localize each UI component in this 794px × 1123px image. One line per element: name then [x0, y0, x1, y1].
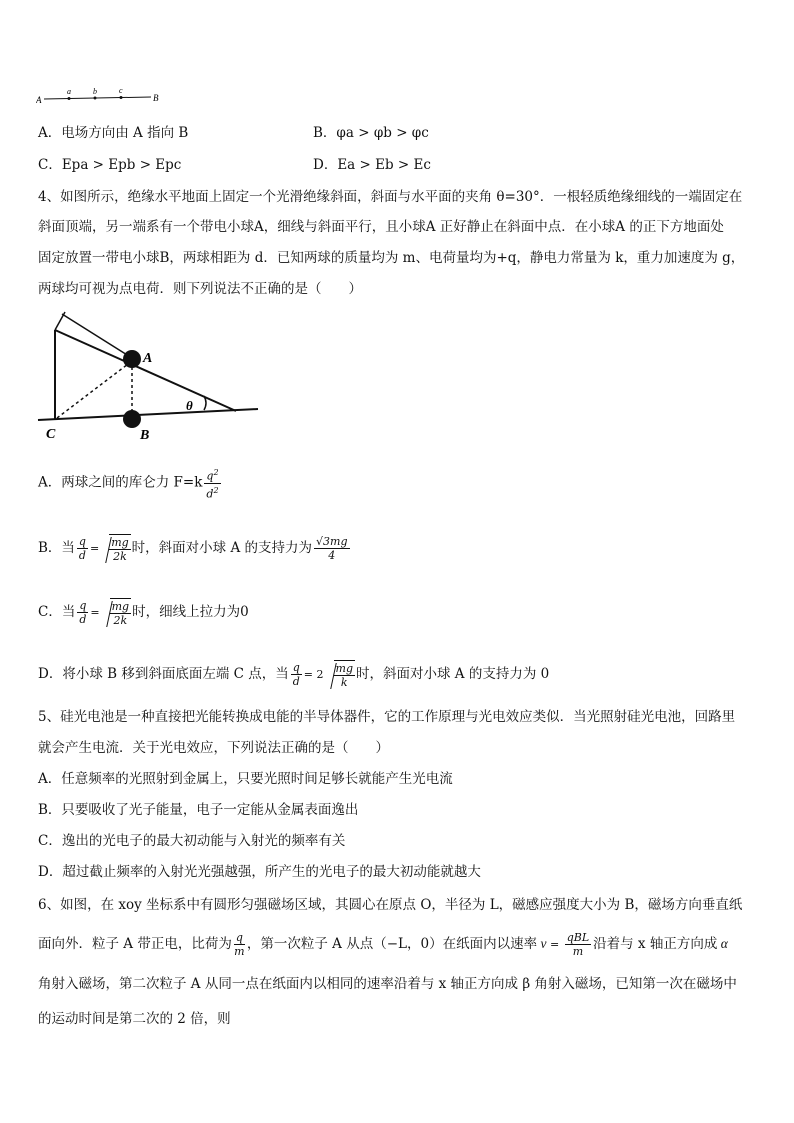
q5-stem-line2: 就会产生电流．关于光电效应，下列说法正确的是（ ） — [38, 740, 389, 756]
fraction-q-m: $\frac{q}{m}$ — [234, 931, 245, 958]
q5-option-a: A．任意频率的光照射到金属上，只要光照时间足够长就能产生光电流 — [38, 771, 453, 787]
q4-stem-line3: 固定放置一带电小球B，两球相距为 d．已知两球的质量均为 m、电荷量均为+q，静电力常量为 k，重力加速度为 g， — [38, 250, 745, 266]
q4-option-a-text: A．两球之间的库仑力 F=k — [38, 474, 203, 491]
fraction-q-d-d: $\frac{q}{d}$ — [292, 661, 300, 688]
fraction-sqrt3mg-4: $\frac{√3mg}{4}$ — [316, 535, 348, 562]
ball-b — [123, 410, 141, 428]
q4-stem-line2: 斜面顶端，另一端系有一个带电小球A，细线与斜面平行，且小球A 正好静止在斜面中点．在小球A 的正下方地面处 — [38, 219, 724, 235]
sqrt-mg-k: $\frac{mg}{k}$ — [325, 660, 355, 689]
incline-figure — [36, 306, 262, 446]
q4-option-c-prefix: C．当 — [38, 604, 76, 620]
q4-stem-line4: 两球均可视为点电荷．则下列说法不正确的是（ ） — [38, 281, 362, 297]
fraction-q-d-c: $\frac{q}{d}$ — [79, 599, 87, 626]
q6-stem-line1: 6、如图，在 xoy 坐标系中有圆形匀强磁场区域，其圆心在原点 O，半径为 L，磁感应强度大小为 B，磁场方向垂直纸 — [38, 897, 743, 913]
q3-option-b: B．φa > φb > φc — [313, 125, 429, 141]
fraction-q2-d2: $\frac{q^2}{d^2}$ — [206, 468, 219, 501]
q4-option-a — [38, 466, 223, 500]
sqrt-mg-2k-c: $\frac{mg}{2k}$ — [101, 598, 131, 627]
q4-option-d-prefix: D．将小球 B 移到斜面底面左端 C 点，当 — [38, 666, 289, 682]
q4-option-b-prefix: B．当 — [38, 540, 75, 556]
q6-stem-line2-a: 面向外．粒子 A 带正电，比荷为 — [38, 936, 232, 952]
q6-stem-line2-c: 沿着与 x 轴正方向成 — [593, 936, 718, 952]
label-B: B — [153, 93, 159, 103]
q4-option-d-mid: 时，斜面对小球 A 的支持力为 0 — [356, 666, 550, 682]
theta-label: θ — [186, 398, 193, 413]
q4-option-c: C．当 $\frac{q}{d}$ = $\frac{mg}{2k}$ 时，细线上拉力为0 — [38, 599, 249, 627]
q4-stem-line1: 4、如图所示，绝缘水平地面上固定一个光滑绝缘斜面，斜面与水平面的夹角 θ=30°．一根轻质绝缘细线的一端固定在 — [38, 189, 743, 205]
q6-stem-line3: 角射入磁场，第二次粒子 A 从同一点在纸面内以相同的速率沿着与 x 轴正方向成 β 角射入磁场，已知第一次在磁场中 — [38, 976, 737, 992]
label-A: A — [36, 95, 42, 105]
ball-a — [123, 350, 141, 368]
q6-stem-line4: 的运动时间是第二次的 2 倍，则 — [38, 1011, 231, 1027]
label-c: c — [119, 86, 123, 95]
sqrt-mg-2k: $\frac{mg}{2k}$ — [100, 534, 130, 563]
label-ball-b: B — [140, 428, 150, 443]
q6-stem-line2-b: ，第一次粒子 A 从点（−L，0）在纸面内以速率 — [246, 936, 538, 952]
q3-option-a: A．电场方向由 A 指向 B — [38, 125, 189, 141]
q5-option-b: B．只要吸收了光子能量，电子一定能从金属表面逸出 — [38, 802, 359, 818]
q4-option-d: D．将小球 B 移到斜面底面左端 C 点，当 $\frac{q}{d}$ = 2 $\frac{mg}{k}$ 时，斜面对小球 A 的支持力为 0 — [38, 661, 550, 689]
label-b: b — [93, 87, 97, 96]
label-ball-a: A — [143, 351, 153, 366]
q5-stem-line1: 5、硅光电池是一种直接把光能转换成电能的半导体器件，它的工作原理与光电效应类似．当光照射硅光电池，回路里 — [38, 709, 736, 725]
q4-option-b: B．当 $\frac{q}{d}$ = $\frac{mg}{2k}$ 时，斜面对小球 A 的支持力为 $\frac{√3mg}{4}$ — [38, 535, 348, 563]
q4-option-c-mid: 时，细线上拉力为0 — [132, 604, 249, 620]
q6-stem-line2: 面向外．粒子 A 带正电，比荷为 $\frac{q}{m}$ ，第一次粒子 A 从点（−L，0）在纸面内以速率 v = $\frac{\text{qBL}}{m}$ 沿着与 x 轴正方向成 α — [38, 931, 728, 958]
fraction-qBL-m: $\frac{\text{qBL}}{m}$ — [566, 931, 590, 958]
field-line-figure — [36, 86, 166, 108]
q3-option-d: D．Ea > Eb > Ec — [313, 157, 431, 173]
q4-option-b-mid: 时，斜面对小球 A 的支持力为 — [131, 540, 313, 556]
fraction-q-d: $\frac{q}{d}$ — [78, 535, 86, 562]
q5-option-d: D．超过截止频率的入射光光强越强，所产生的光电子的最大初动能就越大 — [38, 864, 481, 880]
label-a: a — [67, 87, 71, 96]
q5-option-c: C．逸出的光电子的最大初动能与入射光的频率有关 — [38, 833, 346, 849]
label-c: C — [46, 427, 56, 442]
q3-option-c: C．Epa > Epb > Epc — [38, 157, 182, 173]
